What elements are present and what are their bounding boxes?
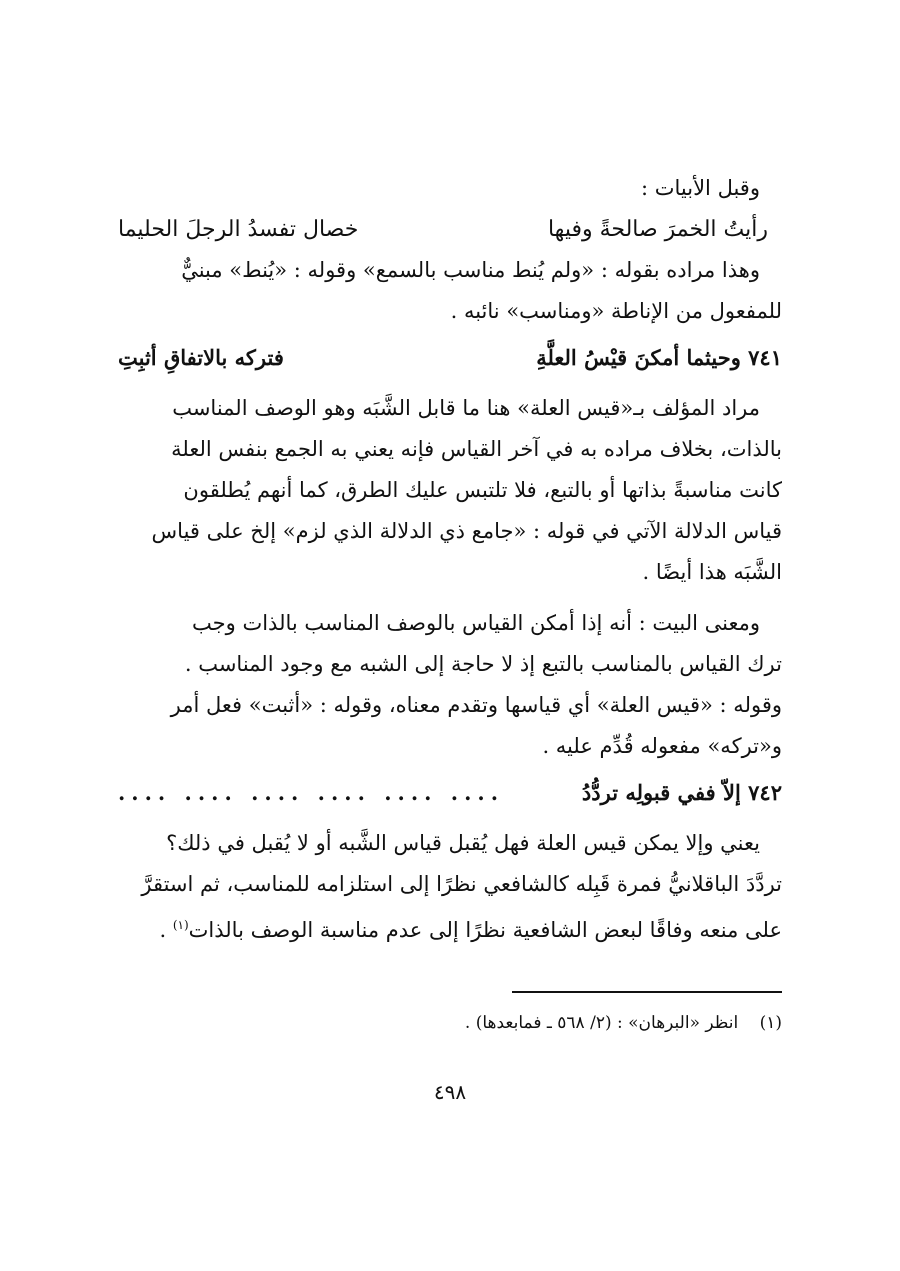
para3-line3: وقوله : «قيس العلة» أي قياسها وتقدم معناه، وقوله : «أثبت» فعل أمر	[170, 693, 782, 717]
para1-line1: وهذا مراده بقوله : «ولم يُنط مناسب بالسمع» وقوله : «يُنط» مبنيٌّ	[181, 258, 760, 282]
poem-verse	[118, 209, 782, 250]
poem-hemistich-left: خصال تفسدُ الرجلَ الحليما	[118, 217, 359, 242]
para2-line5: الشَّبَه هذا أيضًا .	[642, 560, 782, 584]
para3-line1: ومعنى البيت : أنه إذا أمكن القياس بالوصف المناسب بالذات وجب	[192, 611, 760, 635]
main-text	[118, 168, 782, 951]
poem-hemistich-right: رأيتُ الخمرَ صالحةً وفيها	[547, 217, 768, 242]
footnote-number: (١)	[759, 1013, 782, 1033]
verse-742-right: ٧٤٢ إلاّ ففي قبولِه تردُّدُ	[581, 780, 782, 805]
para1-line2: للمفعول من الإناطة «ومناسب» نائبه .	[450, 299, 782, 323]
para2-line3: كانت مناسبةً بذاتها أو بالتبع، فلا تلتبس عليك الطرق، كما أنهم يُطلقون	[183, 478, 782, 502]
page-number: ٤٩٨	[433, 1080, 467, 1104]
footnote-separator	[512, 991, 782, 993]
verse-741	[118, 336, 782, 380]
verse-741-left: فتركه بالاتفاقِ أثبِتِ	[118, 345, 284, 370]
para4-line3	[118, 905, 782, 951]
para2-line1: مراد المؤلف بـ«قيس العلة» هنا ما قابل الشَّبَه وهو الوصف المناسب	[172, 396, 760, 420]
para2-line4: قياس الدلالة الآتي في قوله : «جامع ذي الدلالة الذي لزم» إلخ على قياس	[151, 519, 782, 543]
intro-line: وقبل الأبيات :	[640, 176, 760, 200]
para4-line3-text: على منعه وفاقًا لبعض الشافعية نظرًا إلى عدم مناسبة الوصف بالذات	[188, 918, 782, 942]
para4-line1: يعني وإلا يمكن قيس العلة فهل يُقبل قياس الشَّبه أو لا يُقبل في ذلك؟	[166, 831, 760, 855]
verse-741-right: ٧٤١ وحيثما أمكنَ قيْسُ العلَّةِ	[536, 345, 782, 370]
para3-line2: ترك القياس بالمناسب بالتبع إذ لا حاجة إلى الشبه مع وجود المناسب .	[184, 652, 782, 676]
para4-line2: تردَّدَ الباقلانيُّ فمرة قَبِله كالشافعي نظرًا إلى استلزامه للمناسب، ثم استقرَّ	[141, 872, 782, 896]
verse-742-left: .... .... .... .... .... ....	[118, 780, 505, 805]
para3-line4: و«تركه» مفعوله قُدِّم عليه .	[542, 734, 782, 758]
footnote-text: انظر «البرهان» : (٢/ ٥٦٨ ـ فمابعدها) .	[464, 1013, 739, 1033]
verse-742	[118, 771, 782, 815]
para2-line2: بالذات، بخلاف مراده به في آخر القياس فإنه يعني به الجمع بنفس العلة	[171, 437, 782, 461]
para4-line3-end: .	[159, 918, 173, 942]
footnote	[465, 1013, 782, 1033]
footnote-ref[interactable]: (١)	[172, 918, 189, 932]
